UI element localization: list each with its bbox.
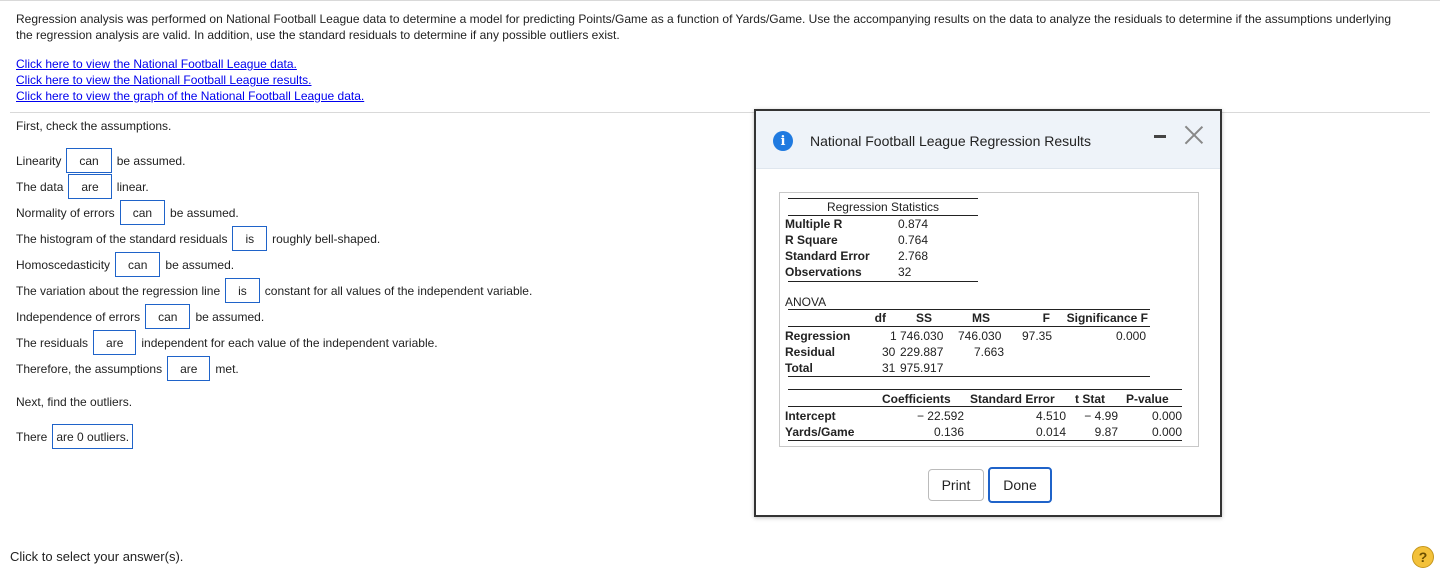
- row-homoscedasticity: [16, 252, 234, 277]
- anova-title: ANOVA: [785, 295, 827, 309]
- row-suffix: linear.: [116, 179, 149, 194]
- answer-dropdown-normality[interactable]: can: [120, 200, 165, 225]
- link-nfl-data[interactable]: Click here to view the National Football League data.: [16, 57, 297, 71]
- row-residuals: [16, 330, 438, 355]
- stat-label: Standard Error: [785, 249, 870, 263]
- anova-ss: 746.030: [900, 329, 944, 343]
- close-icon[interactable]: [1184, 125, 1204, 145]
- row-variation: [16, 278, 532, 303]
- row-label: Normality of errors: [16, 205, 115, 220]
- coef-header-t-stat: t Stat: [1075, 392, 1105, 406]
- row-data-linear: [16, 174, 149, 199]
- stat-value: 0.874: [898, 217, 929, 231]
- row-suffix: roughly bell-shaped.: [272, 231, 381, 246]
- stat-label: Multiple R: [785, 217, 843, 231]
- coef-header-p-value: P-value: [1126, 392, 1169, 406]
- row-label: The variation about the regression line: [16, 283, 221, 298]
- answer-dropdown-histogram[interactable]: is: [232, 226, 267, 251]
- anova-df: 1: [890, 329, 897, 343]
- row-histogram: [16, 226, 380, 251]
- stat-label: R Square: [785, 233, 838, 247]
- anova-sig: 0.000: [1116, 329, 1147, 343]
- link-nfl-results[interactable]: Click here to view the Nationall Football League results.: [16, 73, 312, 87]
- row-independence: [16, 304, 264, 329]
- coef-std-error: 0.014: [1035, 425, 1066, 439]
- info-icon: i: [773, 131, 793, 151]
- row-conclusion: [16, 356, 239, 381]
- rule: [788, 376, 1150, 377]
- answer-dropdown-data-linear[interactable]: are: [68, 174, 111, 199]
- rule: [788, 326, 1150, 327]
- row-suffix: independent for each value of the independent variable.: [141, 335, 438, 350]
- row-suffix: met.: [215, 361, 239, 376]
- row-outliers: [16, 424, 138, 449]
- help-icon[interactable]: ?: [1412, 546, 1434, 568]
- answer-dropdown-independence[interactable]: can: [145, 304, 190, 329]
- rule: [788, 281, 978, 282]
- status-text: Click to select your answer(s).: [10, 549, 184, 564]
- resource-links: [16, 56, 364, 104]
- anova-header-ss: SS: [915, 311, 932, 325]
- stat-value: 0.764: [898, 233, 929, 247]
- anova-ss: 975.917: [900, 361, 944, 375]
- row-suffix: be assumed.: [116, 153, 186, 168]
- coef-t-stat: − 4.99: [1084, 409, 1118, 423]
- row-label: Homoscedasticity: [16, 257, 111, 272]
- row-label: The residuals: [16, 335, 89, 350]
- anova-header-df: df: [874, 311, 886, 325]
- coef-header-std-error: Standard Error: [970, 392, 1055, 406]
- row-label: Independence of errors: [16, 309, 141, 324]
- answer-dropdown-linearity[interactable]: can: [66, 148, 111, 173]
- top-divider: [0, 0, 1440, 1]
- row-normality: [16, 200, 239, 225]
- coef-row-label: Yards/Game: [785, 425, 855, 439]
- instruction-outliers: Next, find the outliers.: [16, 395, 133, 409]
- coef-std-error: 4.510: [1035, 409, 1066, 423]
- rule: [788, 406, 1182, 407]
- anova-row-label: Regression: [785, 329, 851, 343]
- rule: [788, 389, 1182, 390]
- rule: [788, 440, 1182, 441]
- row-label: The data: [16, 179, 64, 194]
- answer-dropdown-conclusion[interactable]: are: [167, 356, 210, 381]
- row-suffix: be assumed.: [170, 205, 239, 220]
- anova-df: 31: [882, 361, 896, 375]
- anova-header-sig: Significance F: [1066, 311, 1148, 325]
- anova-f: 97.35: [1022, 329, 1053, 343]
- row-label: The histogram of the standard residuals: [16, 231, 228, 246]
- answer-dropdown-residuals[interactable]: are: [93, 330, 136, 355]
- coef-value: − 22.592: [916, 409, 964, 423]
- row-suffix: be assumed.: [165, 257, 235, 272]
- done-button[interactable]: Done: [988, 467, 1052, 503]
- anova-ms: 7.663: [974, 345, 1005, 359]
- coef-p-value: 0.000: [1151, 409, 1182, 423]
- dialog-title: National Football League Regression Results: [810, 133, 1091, 149]
- answer-dropdown-variation[interactable]: is: [225, 278, 260, 303]
- results-dialog: [754, 109, 1222, 517]
- row-label: Linearity: [16, 153, 62, 168]
- stat-label: Observations: [785, 265, 862, 279]
- anova-row-label: Residual: [785, 345, 836, 359]
- reg-stats-heading: Regression Statistics: [826, 200, 940, 214]
- coef-p-value: 0.000: [1151, 425, 1182, 439]
- anova-ms: 746.030: [958, 329, 1002, 343]
- minimize-button[interactable]: [1154, 135, 1166, 138]
- anova-row-label: Total: [785, 361, 813, 375]
- print-button[interactable]: Print: [928, 469, 984, 501]
- row-suffix: be assumed.: [195, 309, 265, 324]
- anova-df: 30: [882, 345, 896, 359]
- coef-value: 0.136: [933, 425, 964, 439]
- coef-row-label: Intercept: [785, 409, 836, 423]
- anova-header-ms: MS: [972, 311, 990, 325]
- answer-dropdown-outliers[interactable]: are 0 outliers.: [52, 424, 133, 449]
- anova-ss: 229.887: [900, 345, 944, 359]
- row-label: Therefore, the assumptions: [16, 361, 163, 376]
- row-label: There: [16, 429, 48, 444]
- dialog-header: [756, 111, 1220, 169]
- coef-header-coefficients: Coefficients: [882, 392, 951, 406]
- instruction-assumptions: First, check the assumptions.: [16, 119, 172, 133]
- answer-dropdown-homoscedasticity[interactable]: can: [115, 252, 160, 277]
- row-linearity: [16, 148, 185, 173]
- stat-value: 32: [898, 265, 912, 279]
- regression-output: [779, 192, 1199, 447]
- question-text: Regression analysis was performed on National Football League data to determine a model for predicting Points/Game as a function of Yards/Game. Use the accompanying results on the data to analyze the residuals to determine if the assumptions underlying the regression analysis are valid. In addition, use the standard residuals to determine if any possible outliers exist.: [16, 12, 1391, 42]
- row-suffix: constant for all values of the independent variable.: [264, 283, 533, 298]
- coef-t-stat: 9.87: [1094, 425, 1118, 439]
- link-nfl-graph[interactable]: Click here to view the graph of the National Football League data.: [16, 89, 365, 103]
- anova-header-f: F: [1042, 311, 1050, 325]
- stat-value: 2.768: [898, 249, 929, 263]
